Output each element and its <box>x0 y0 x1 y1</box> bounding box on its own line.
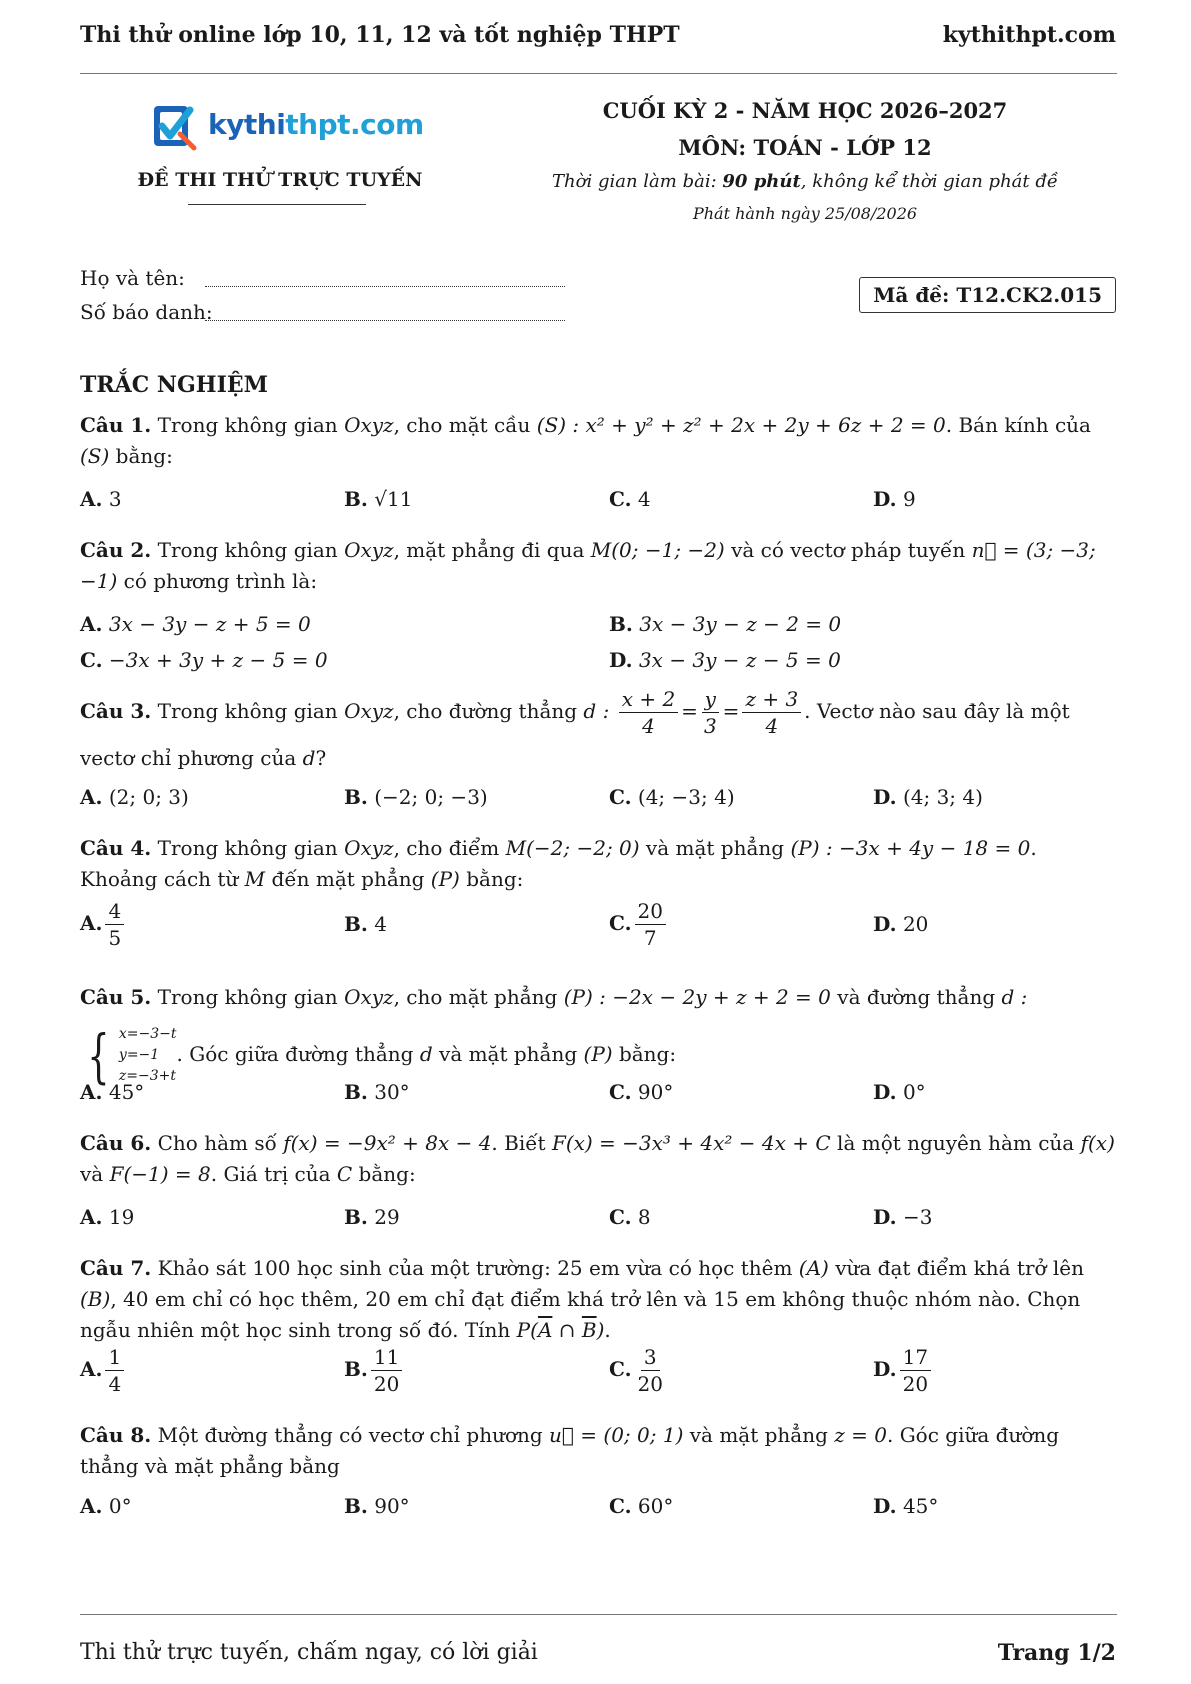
option-value: 90° <box>637 1080 674 1104</box>
question-text: . Biết <box>491 1131 552 1155</box>
fraction-denominator: 20 <box>637 1372 663 1396</box>
option-key: D. <box>873 487 897 511</box>
question-label: Câu 4. <box>80 836 152 860</box>
math-part: ) <box>596 1318 605 1342</box>
brace-icon: { <box>87 1021 110 1090</box>
question-text: là một nguyên hàm của <box>830 1131 1081 1155</box>
option-key: C. <box>609 911 632 935</box>
option-b[interactable] <box>344 1344 405 1397</box>
question-text: ? <box>315 746 327 770</box>
math-expr: d <box>302 746 316 770</box>
option-c[interactable] <box>609 1080 673 1104</box>
math-expr: f(x) = −9x² + 8x − 4 <box>283 1131 492 1155</box>
fraction-denominator: 20 <box>373 1372 400 1396</box>
option-value: (4; −3; 4) <box>637 785 735 809</box>
option-key: B. <box>344 1357 368 1381</box>
option-value: 9 <box>902 487 916 511</box>
exam-time-suffix: , không kể thời gian phát đề <box>800 171 1058 192</box>
option-d[interactable] <box>873 1080 926 1104</box>
question-label: Câu 7. <box>80 1256 152 1280</box>
fraction <box>742 686 801 739</box>
question-text: và mặt phẳng <box>639 836 791 860</box>
question-4 <box>80 833 1117 895</box>
question-text: , 40 em chỉ có học thêm, 20 em chỉ đạt điểm khá trở lên và 15 em không thuộc nhóm nào. Chọn ngẫu nhiên một học sinh trong số đó. Tính <box>80 1287 1081 1342</box>
option-key: D. <box>873 1205 897 1229</box>
option-a[interactable] <box>80 1344 127 1397</box>
option-key: D. <box>873 1494 897 1518</box>
fraction-denominator: 7 <box>643 926 657 950</box>
option-value: 29 <box>374 1205 400 1229</box>
option-key: A. <box>80 612 103 636</box>
option-key: A. <box>80 1494 103 1518</box>
option-d[interactable] <box>873 1344 934 1397</box>
option-b[interactable] <box>344 912 387 936</box>
option-key: D. <box>873 912 897 936</box>
option-key: A. <box>80 785 103 809</box>
question-label: Câu 6. <box>80 1131 152 1155</box>
math-expr: Oxyz <box>344 413 394 437</box>
section-title: TRẮC NGHIỆM <box>80 372 268 398</box>
fraction-denominator: 4 <box>108 1372 122 1396</box>
fraction-numerator: 1 <box>105 1344 124 1371</box>
fraction-numerator: y <box>702 686 719 713</box>
option-value: 45° <box>108 1080 145 1104</box>
fraction-denominator: 5 <box>108 926 122 950</box>
option-d[interactable] <box>873 912 928 936</box>
question-text: , cho đường thẳng <box>393 699 584 723</box>
option-key: A. <box>80 1357 103 1381</box>
fraction <box>635 1344 666 1397</box>
option-key: D. <box>873 785 897 809</box>
footer-slogan: Thi thử trực tuyến, chấm ngay, có lời giải <box>80 1640 538 1665</box>
option-a[interactable] <box>80 612 311 636</box>
option-key: D. <box>873 1080 897 1104</box>
question-text: Trong không gian <box>151 985 345 1009</box>
option-value: 19 <box>108 1205 135 1229</box>
question-text: . Góc giữa đường thẳng và mặt phẳng bằng <box>80 1423 1060 1478</box>
math-part: ∩ <box>552 1318 582 1342</box>
logo-brand-main: kythi <box>208 108 286 141</box>
question-label: Câu 3. <box>80 699 152 723</box>
exam-time-value: 90 phút <box>722 171 801 192</box>
option-a[interactable] <box>80 487 122 511</box>
equals-sign: = <box>722 699 740 723</box>
equals-sign: = <box>681 699 698 723</box>
option-key: C. <box>609 785 632 809</box>
question-text: , mặt phẳng đi qua <box>393 538 591 562</box>
option-key: D. <box>609 648 633 672</box>
math-expr: (S) <box>80 444 110 468</box>
fraction <box>701 686 720 739</box>
exam-term: CUỐI KỲ 2 - NĂM HỌC 2026–2027 <box>602 98 1008 123</box>
question-text: . Vectơ nào sau đây là một vectơ chỉ phương của <box>80 699 1070 770</box>
option-c[interactable] <box>609 1494 673 1518</box>
question-8 <box>80 1420 1117 1482</box>
question-label: Câu 8. <box>80 1423 152 1447</box>
question-text: vừa đạt điểm khá trở lên <box>828 1256 1085 1280</box>
question-text: , cho mặt cầu <box>393 413 537 437</box>
fraction-numerator: 11 <box>371 1344 402 1371</box>
page-number: Trang 1/2 <box>997 1640 1116 1666</box>
option-a[interactable] <box>80 1080 144 1104</box>
math-complement: $\overline{A}$ <box>537 1318 553 1342</box>
math-expr: F(x) = −3x³ + 4x² − 4x + C <box>551 1131 831 1155</box>
math-expr: Oxyz <box>344 836 394 860</box>
exam-code-badge: Mã đề: T12.CK2.015 <box>859 277 1116 313</box>
subtitle-underline <box>188 204 366 205</box>
student-id-label: Số báo danh: <box>80 300 213 324</box>
math-expr: M(−2; −2; 0) <box>505 836 640 860</box>
student-name-field[interactable] <box>205 270 565 287</box>
fraction-denominator: 4 <box>765 714 779 738</box>
math-expr: n⃗ = (3; −3; −1) <box>80 538 1096 593</box>
option-a[interactable] <box>80 898 127 951</box>
option-key: B. <box>344 1080 368 1104</box>
fraction-numerator: 17 <box>900 1344 931 1371</box>
header-left-text: Thi thử online lớp 10, 11, 12 và tốt nghiệp THPT <box>80 22 680 48</box>
option-key: A. <box>80 487 103 511</box>
logo-brand-accent: thpt.com <box>285 108 424 141</box>
option-d[interactable] <box>873 1494 938 1518</box>
header-divider <box>80 73 1117 74</box>
option-key: B. <box>344 785 368 809</box>
option-value: 8 <box>637 1205 651 1229</box>
option-c[interactable] <box>609 785 735 809</box>
system-row: y=−1 <box>118 1047 160 1063</box>
math-expr: d <box>419 1042 433 1066</box>
question-text: đến mặt phẳng <box>265 867 431 891</box>
math-expr: (A) <box>798 1256 829 1280</box>
logo-subtitle: ĐỀ THI THỬ TRỰC TUYẾN <box>137 169 423 191</box>
math-expr: M <box>244 867 266 891</box>
option-key: C. <box>609 1357 632 1381</box>
fraction-numerator: z + 3 <box>742 686 801 713</box>
option-c[interactable] <box>609 898 669 951</box>
math-expr: M(0; −1; −2) <box>590 538 725 562</box>
math-expr: Oxyz <box>344 699 394 723</box>
question-text: Khảo sát 100 học sinh của một trường: 25 em vừa có học thêm <box>151 1256 799 1280</box>
math-expr: Oxyz <box>344 985 394 1009</box>
fraction-numerator: 3 <box>641 1344 660 1371</box>
option-key: B. <box>344 487 368 511</box>
option-key: C. <box>609 487 632 511</box>
option-value: 0° <box>108 1494 132 1518</box>
option-value: √11 <box>374 487 413 511</box>
option-c[interactable] <box>609 1205 651 1229</box>
fraction-denominator: 3 <box>703 714 717 738</box>
question-5 <box>80 970 1117 1090</box>
math-expr: d : <box>1001 985 1028 1009</box>
option-b[interactable] <box>344 487 412 511</box>
option-value: −3x + 3y + z − 5 = 0 <box>108 648 328 672</box>
math-part: P( <box>516 1318 538 1342</box>
option-value: (−2; 0; −3) <box>374 785 488 809</box>
option-key: D. <box>873 1357 897 1381</box>
question-2 <box>80 535 1117 597</box>
question-text: và <box>80 1162 110 1186</box>
question-6 <box>80 1128 1117 1190</box>
math-expr: Oxyz <box>344 538 394 562</box>
option-value: (2; 0; 3) <box>108 785 189 809</box>
header-site-link[interactable]: kythithpt.com <box>942 22 1116 48</box>
option-key: B. <box>344 1205 368 1229</box>
system-row: x=−3−t <box>118 1026 177 1042</box>
question-text: có phương trình là: <box>117 569 318 593</box>
option-value: 4 <box>374 912 387 936</box>
fraction-numerator: 20 <box>635 898 666 925</box>
student-id-field[interactable] <box>205 304 565 321</box>
option-c[interactable] <box>80 648 328 672</box>
question-label: Câu 1. <box>80 413 152 437</box>
exam-release-date: Phát hành ngày 25/08/2026 <box>692 204 918 223</box>
question-text: và mặt phẳng <box>432 1042 584 1066</box>
option-key: B. <box>609 612 633 636</box>
math-expr: (B) <box>80 1287 111 1311</box>
option-key: C. <box>609 1494 632 1518</box>
fraction <box>619 686 678 739</box>
math-expr: (P) <box>430 867 460 891</box>
option-key: C. <box>609 1205 632 1229</box>
equation-system <box>80 1021 177 1090</box>
question-text: . <box>604 1318 611 1342</box>
option-value: 0° <box>902 1080 926 1104</box>
question-text: và mặt phẳng <box>683 1423 835 1447</box>
question-text: bằng: <box>612 1042 677 1066</box>
option-a[interactable] <box>80 1205 134 1229</box>
option-value: 30° <box>374 1080 410 1104</box>
math-expr: (S) : x² + y² + z² + 2x + 2y + 6z + 2 = 0 <box>536 413 946 437</box>
option-value: 20 <box>902 912 929 936</box>
math-expr: (P) : −2x − 2y + z + 2 = 0 <box>563 985 831 1009</box>
option-d[interactable] <box>873 785 983 809</box>
option-key: B. <box>344 912 368 936</box>
option-key: B. <box>344 1494 368 1518</box>
question-label: Câu 5. <box>80 985 152 1009</box>
question-text: , cho mặt phẳng <box>393 985 564 1009</box>
question-text: . Giá trị của <box>210 1162 337 1186</box>
fraction-numerator: 4 <box>105 898 124 925</box>
fraction-denominator: 4 <box>642 714 655 738</box>
math-expr: d : <box>583 699 610 723</box>
option-d[interactable] <box>609 648 841 672</box>
question-text: Trong không gian <box>151 413 345 437</box>
option-value: 45° <box>902 1494 939 1518</box>
fraction-numerator: x + 2 <box>619 686 678 713</box>
student-name-label: Họ và tên: <box>80 266 185 290</box>
question-text: , cho điểm <box>393 836 506 860</box>
option-value: 60° <box>637 1494 674 1518</box>
footer-divider <box>80 1614 1117 1615</box>
option-value: (4; 3; 4) <box>902 785 983 809</box>
question-text: Trong không gian <box>151 836 345 860</box>
option-key: C. <box>80 648 103 672</box>
math-expr: (P) : −3x + 4y − 18 = 0 <box>790 836 1031 860</box>
option-b[interactable] <box>344 1494 410 1518</box>
fraction <box>105 898 124 951</box>
math-expr: F(−1) = 8 <box>109 1162 211 1186</box>
option-c[interactable] <box>609 487 651 511</box>
option-c[interactable] <box>609 1344 669 1397</box>
question-text: bằng: <box>459 867 524 891</box>
option-key: A. <box>80 1205 103 1229</box>
logo-check-icon <box>150 102 202 154</box>
exam-time <box>540 171 1070 192</box>
exam-time-prefix: Thời gian làm bài: <box>552 171 723 192</box>
option-value: 3 <box>108 487 122 511</box>
option-value: 90° <box>374 1494 410 1518</box>
option-a[interactable] <box>80 1494 132 1518</box>
option-key: C. <box>609 1080 632 1104</box>
option-value: 3x − 3y − z + 5 = 0 <box>108 612 311 636</box>
question-text: và đường thẳng <box>830 985 1002 1009</box>
math-complement: $\overline{B}$ <box>581 1318 597 1342</box>
fraction-denominator: 20 <box>902 1372 929 1396</box>
option-b[interactable] <box>344 785 488 809</box>
question-1 <box>80 410 1117 472</box>
option-key: A. <box>80 911 103 935</box>
option-value: 3x − 3y − z − 5 = 0 <box>638 648 841 672</box>
option-value: 4 <box>637 487 651 511</box>
option-key: A. <box>80 1080 103 1104</box>
question-text: . Khoảng cách từ <box>80 836 1037 891</box>
option-d[interactable] <box>873 487 916 511</box>
fraction <box>371 1344 402 1397</box>
option-d[interactable] <box>873 1205 932 1229</box>
question-label: Câu 2. <box>80 538 152 562</box>
question-text: . Bán kính của <box>945 413 1091 437</box>
math-expr: u⃗ = (0; 0; 1) <box>549 1423 684 1447</box>
question-text: bằng: <box>109 444 173 468</box>
option-value: 3x − 3y − z − 2 = 0 <box>639 612 842 636</box>
question-text: Cho hàm số <box>151 1131 284 1155</box>
question-text: . Góc giữa đường thẳng <box>176 1042 420 1066</box>
option-b[interactable] <box>344 1080 410 1104</box>
math-expr: f(x) <box>1080 1131 1115 1155</box>
option-a[interactable] <box>80 785 189 809</box>
question-text: Trong không gian <box>151 699 345 723</box>
question-text: bằng: <box>352 1162 416 1186</box>
question-text: và có vectơ pháp tuyến <box>724 538 972 562</box>
fraction <box>900 1344 931 1397</box>
site-logo[interactable] <box>150 100 424 158</box>
option-value: −3 <box>902 1205 933 1229</box>
math-expr: C <box>336 1162 353 1186</box>
fraction <box>635 898 666 951</box>
question-3 <box>80 686 1117 777</box>
logo-wordmark <box>208 108 424 141</box>
fraction <box>105 1344 124 1397</box>
option-b[interactable] <box>609 612 841 636</box>
system-row: z=−3+t <box>118 1068 177 1084</box>
math-expr <box>517 1318 605 1342</box>
question-7 <box>80 1253 1117 1346</box>
option-b[interactable] <box>344 1205 400 1229</box>
question-text: Trong không gian <box>151 538 345 562</box>
exam-subject: MÔN: TOÁN - LỚP 12 <box>678 135 932 160</box>
question-text: Một đường thẳng có vectơ chỉ phương <box>151 1423 550 1447</box>
math-expr: z = 0 <box>834 1423 887 1447</box>
math-expr: (P) <box>583 1042 613 1066</box>
